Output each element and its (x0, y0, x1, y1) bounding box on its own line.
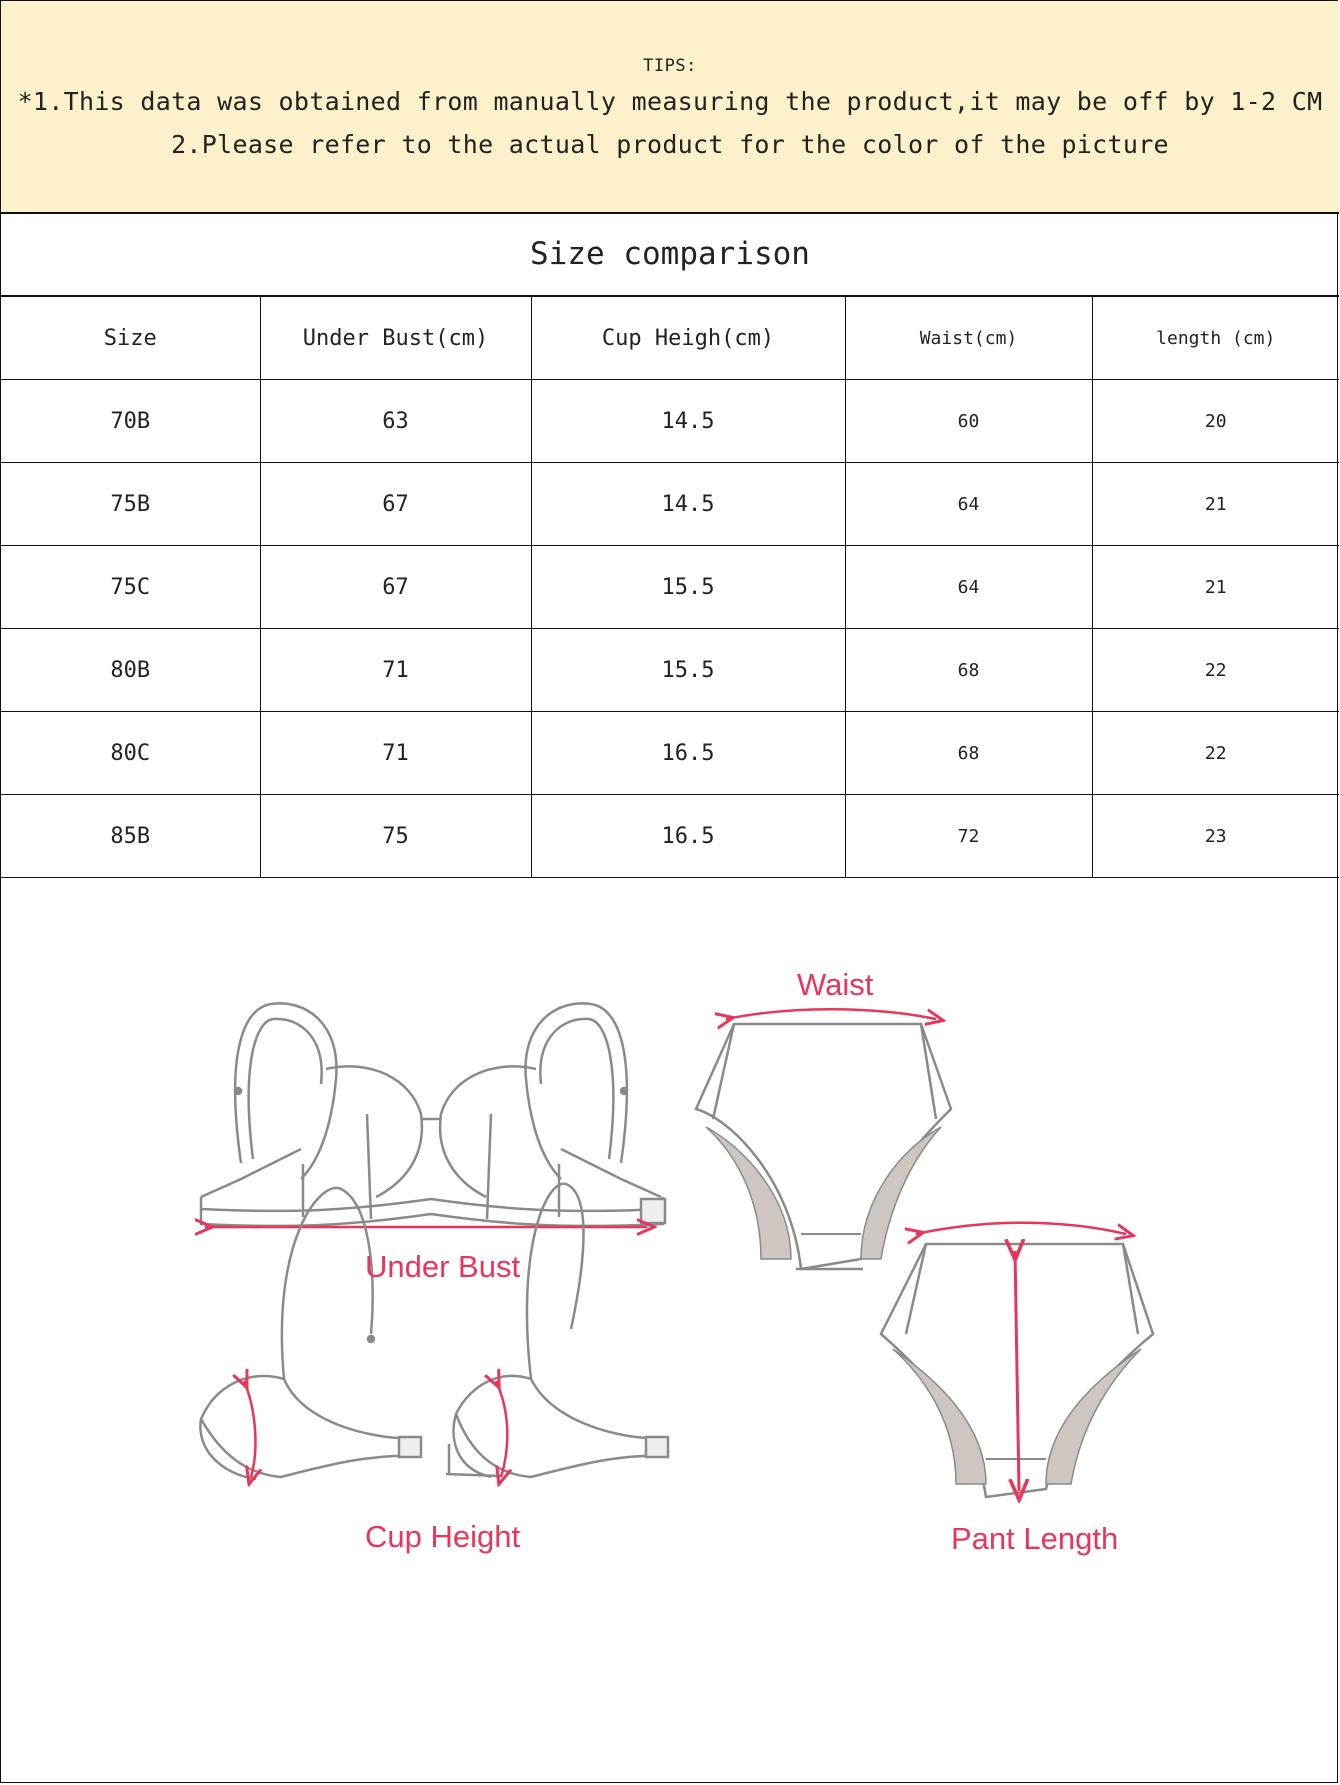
measurement-illustrations (1, 879, 1339, 1784)
cell-cup-height: 16.5 (531, 795, 845, 878)
tips-line-1: *1.This data was obtained from manually measuring the product,it may be off by 1-2 CM (17, 87, 1323, 116)
cup-height-label: Cup Height (365, 1519, 521, 1554)
cell-waist: 60 (845, 380, 1092, 463)
table-row (1, 463, 1339, 546)
cell-size: 75C (1, 546, 260, 629)
tips-banner (1, 1, 1339, 214)
cell-length: 22 (1092, 712, 1339, 795)
cell-size: 80C (1, 712, 260, 795)
cell-waist: 64 (845, 546, 1092, 629)
cell-length: 21 (1092, 546, 1339, 629)
measurement-diagram (1, 879, 1339, 1779)
waist-label: Waist (797, 967, 874, 1002)
cell-waist: 72 (845, 795, 1092, 878)
cup-side-left-illustration (200, 1188, 421, 1479)
cell-size: 70B (1, 380, 260, 463)
cell-cup-height: 14.5 (531, 380, 845, 463)
header-length: length (cm) (1092, 297, 1339, 380)
header-waist: Waist(cm) (845, 297, 1092, 380)
cell-cup-height: 16.5 (531, 712, 845, 795)
header-under-bust: Under Bust(cm) (260, 297, 531, 380)
header-cup-height: Cup Heigh(cm) (531, 297, 845, 380)
cell-cup-height: 15.5 (531, 629, 845, 712)
cell-length: 21 (1092, 463, 1339, 546)
cell-under-bust: 67 (260, 546, 531, 629)
cell-under-bust: 71 (260, 629, 531, 712)
tips-heading: TIPS: (643, 56, 697, 76)
table-row (1, 546, 1339, 629)
table-row (1, 629, 1339, 712)
cell-waist: 68 (845, 712, 1092, 795)
table-row (1, 795, 1339, 878)
cell-under-bust: 71 (260, 712, 531, 795)
size-comparison-title: Size comparison (1, 214, 1339, 297)
cup-height-measure-right (496, 1381, 507, 1477)
cell-under-bust: 75 (260, 795, 531, 878)
panty-waist-illustration (696, 1024, 951, 1269)
pant-waist-measure-line (916, 1223, 1126, 1234)
cell-waist: 68 (845, 629, 1092, 712)
header-size: Size (1, 297, 260, 380)
tips-line-2: 2.Please refer to the actual product for the color of the picture (171, 130, 1169, 159)
cell-size: 75B (1, 463, 260, 546)
table-row (1, 712, 1339, 795)
cell-under-bust: 67 (260, 463, 531, 546)
table-header-row (1, 297, 1339, 380)
cell-size: 80B (1, 629, 260, 712)
pant-length-label: Pant Length (951, 1521, 1119, 1556)
cell-length: 23 (1092, 795, 1339, 878)
cell-cup-height: 15.5 (531, 546, 845, 629)
cell-under-bust: 63 (260, 380, 531, 463)
bra-front-illustration (201, 1003, 665, 1226)
cell-length: 20 (1092, 380, 1339, 463)
cell-waist: 64 (845, 463, 1092, 546)
size-table (1, 297, 1339, 878)
table-row (1, 380, 1339, 463)
cell-size: 85B (1, 795, 260, 878)
cell-length: 22 (1092, 629, 1339, 712)
under-bust-label: Under Bust (365, 1249, 521, 1284)
cup-height-measure-left (244, 1381, 255, 1477)
cell-cup-height: 14.5 (531, 463, 845, 546)
waist-measure-line (726, 1009, 936, 1019)
